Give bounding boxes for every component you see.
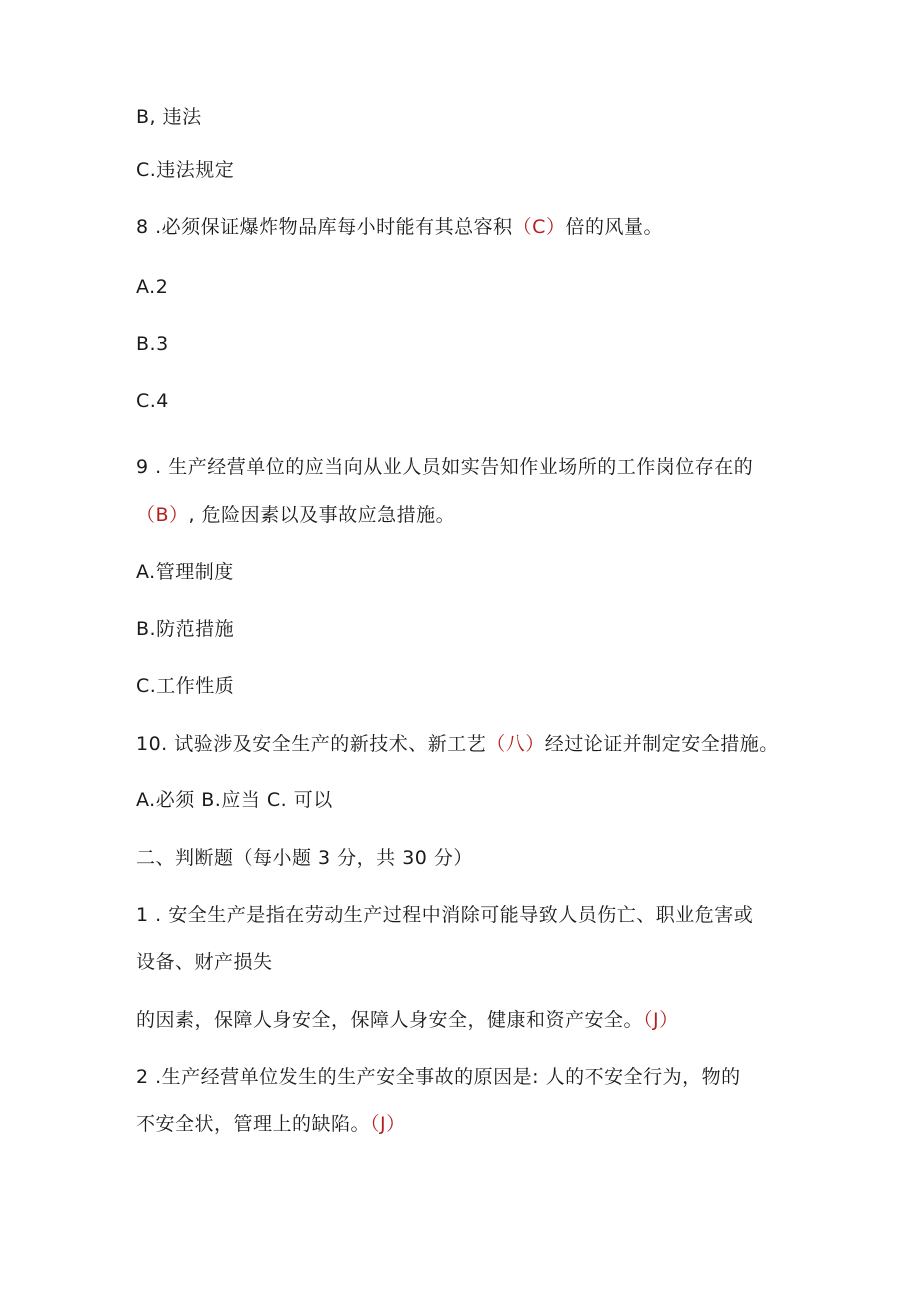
question-line xyxy=(136,214,663,240)
option-line xyxy=(136,331,169,357)
line-text: 1 . 安全生产是指在劳动生产过程中消除可能导致人员伤亡、职业危害或 xyxy=(136,904,754,926)
option-line xyxy=(136,673,234,699)
option-line xyxy=(136,274,168,300)
line-text: 的因素，保障人身安全，保障人身安全，健康和资产安全。 xyxy=(136,1009,644,1031)
line-text: A.管理制度 xyxy=(136,561,234,583)
question-line xyxy=(136,454,753,480)
option-line xyxy=(136,388,169,414)
line-text: 10. 试验涉及安全生产的新技术、新工艺 xyxy=(136,733,487,755)
option-line xyxy=(136,787,333,813)
line-text: A.必须 B.应当 C. 可以 xyxy=(136,789,333,811)
line-text: 9 . 生产经营单位的应当向从业人员如实告知作业场所的工作岗位存在的 xyxy=(136,456,754,478)
line-text: B.防范措施 xyxy=(136,618,235,640)
question-line xyxy=(136,1064,741,1090)
option-line xyxy=(136,157,234,183)
line-text-tail: 倍的风量。 xyxy=(565,216,663,238)
answer-mark: （C） xyxy=(512,216,566,238)
line-text-tail: 经过论证并制定安全措施。 xyxy=(544,733,779,755)
question-line xyxy=(136,1007,679,1033)
line-text: C.违法规定 xyxy=(136,159,235,181)
answer-mark: （J） xyxy=(643,1009,679,1031)
answer-mark: （八） xyxy=(486,733,545,755)
line-text: 2 .生产经营单位发生的生产安全事故的原因是: 人的不安全行为，物的 xyxy=(136,1066,741,1088)
line-text: B.3 xyxy=(136,333,169,355)
answer-mark: （B） xyxy=(136,504,189,526)
line-text: 设备、财产损失 xyxy=(136,951,273,973)
question-line xyxy=(136,949,273,975)
question-line xyxy=(136,731,779,757)
question-line xyxy=(136,1111,406,1137)
line-text: A.2 xyxy=(136,276,169,298)
line-text: 二、判断题（每小题 3 分，共 30 分） xyxy=(136,847,473,869)
question-line xyxy=(136,502,455,528)
line-text: C.工作性质 xyxy=(136,675,235,697)
option-line xyxy=(136,559,234,585)
option-line xyxy=(136,616,234,642)
line-text: C.4 xyxy=(136,390,169,412)
line-text-tail: , 危险因素以及事故应急措施。 xyxy=(188,504,456,526)
answer-mark: （J） xyxy=(370,1113,406,1135)
question-line xyxy=(136,902,753,928)
line-text: 不安全状，管理上的缺陷。 xyxy=(136,1113,371,1135)
line-text: B, 违法 xyxy=(136,106,202,128)
option-line xyxy=(136,104,202,130)
section-heading xyxy=(136,845,473,871)
line-text: 8 .必须保证爆炸物品库每小时能有其总容积 xyxy=(136,216,513,238)
